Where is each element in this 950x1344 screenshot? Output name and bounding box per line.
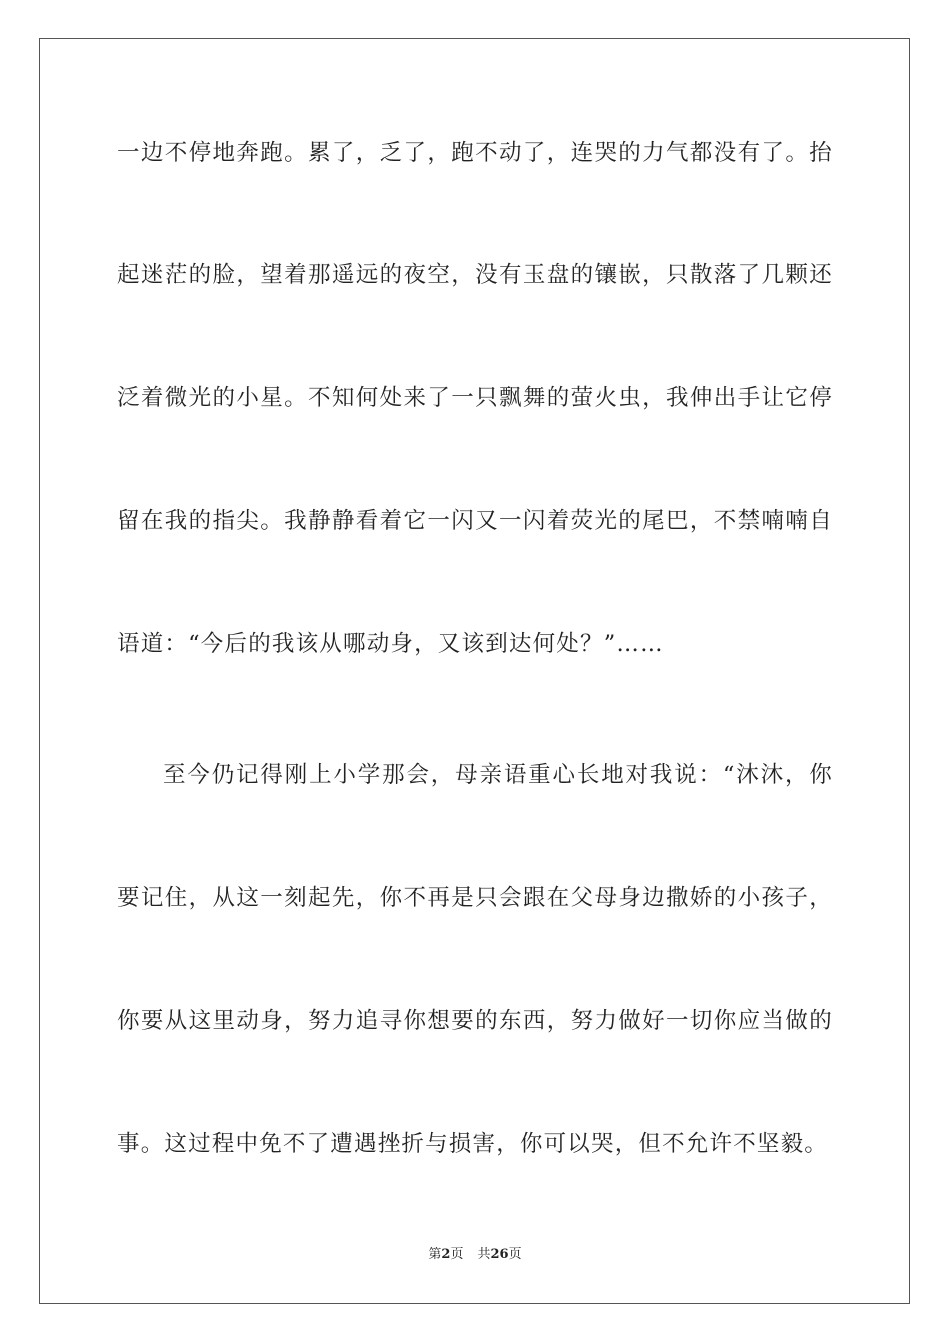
page-prefix: 第 — [428, 1247, 442, 1262]
page-frame — [39, 38, 910, 1304]
text-line-1: 一边不停地奔跑。累了，乏了，跑不动了，连哭的力气都没有了。抬 — [117, 140, 833, 166]
text-line-6: 至今仍记得刚上小学那会，母亲语重心长地对我说：“沐沐，你 — [163, 762, 833, 788]
page-suffix: 页 — [450, 1247, 464, 1262]
text-line-9: 事。这过程中免不了遭遇挫折与损害，你可以哭，但不允许不坚毅。 — [117, 1131, 829, 1157]
text-line-5: 语道：“今后的我该从哪动身，又该到达何处？”…… — [117, 631, 664, 657]
text-line-8: 你要从这里动身，努力追寻你想要的东西，努力做好一切你应当做的 — [117, 1008, 833, 1034]
page-current: 2 — [441, 1247, 451, 1262]
text-line-2: 起迷茫的脸，望着那遥远的夜空，没有玉盘的镶嵌，只散落了几颗还 — [117, 262, 833, 288]
text-line-4: 留在我的指尖。我静静看着它一闪又一闪着荧光的尾巴，不禁喃喃自 — [117, 508, 833, 534]
total-suffix: 页 — [508, 1247, 522, 1262]
text-line-3: 泛着微光的小星。不知何处来了一只飘舞的萤火虫，我伸出手让它停 — [117, 385, 833, 411]
total-prefix: 共 — [477, 1247, 491, 1262]
page-footer — [0, 1246, 950, 1264]
text-line-7: 要记住，从这一刻起先，你不再是只会跟在父母身边撒娇的小孩子， — [117, 885, 833, 911]
page-total: 26 — [490, 1247, 509, 1262]
